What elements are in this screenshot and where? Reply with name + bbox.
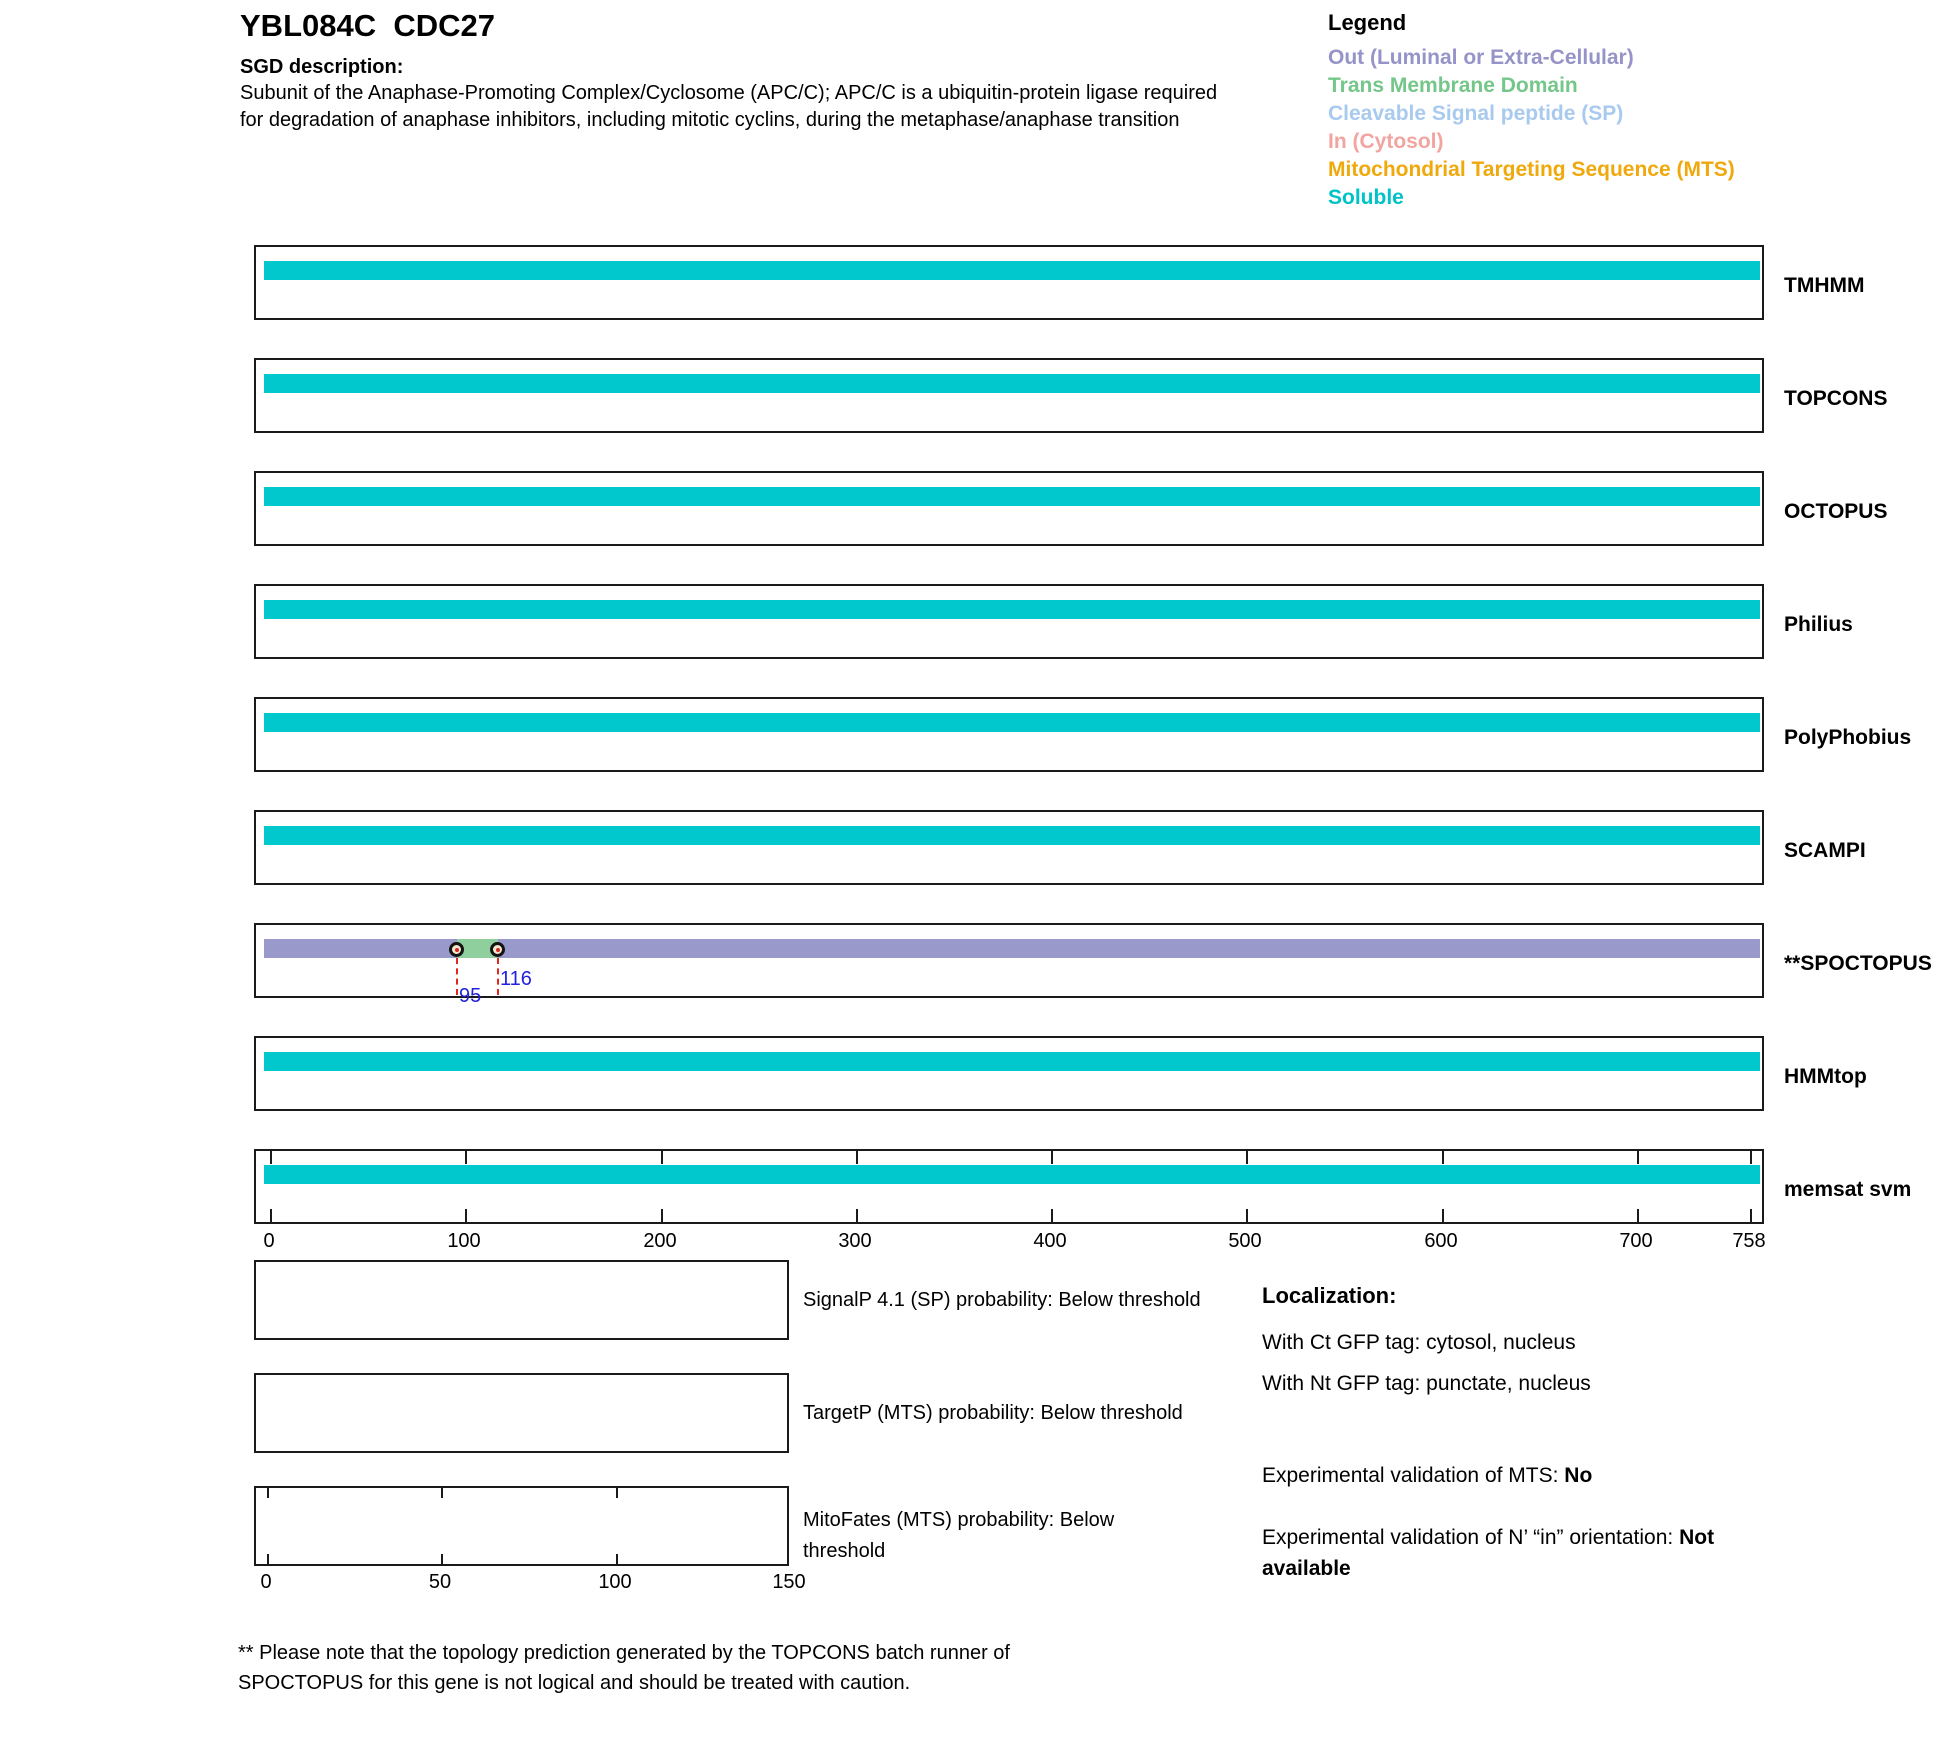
mts-validation xyxy=(1262,1460,1592,1491)
soluble-segment xyxy=(264,261,1760,280)
axis-tick-label: 100 xyxy=(447,1230,481,1252)
axis-tick xyxy=(465,1151,467,1164)
axis-tick xyxy=(1442,1151,1444,1164)
mito-axis-tick-label: 50 xyxy=(428,1571,452,1593)
probability-panel-label xyxy=(803,1505,1114,1567)
axis-tick-label: 758 xyxy=(1732,1230,1766,1252)
legend-item-soluble: Soluble xyxy=(1328,186,1404,209)
axis-tick xyxy=(465,1209,467,1222)
axis-tick xyxy=(270,1209,272,1222)
axis-tick-label: 600 xyxy=(1424,1230,1458,1252)
axis-tick xyxy=(661,1151,663,1164)
marker-dot-icon xyxy=(496,948,500,952)
soluble-segment xyxy=(264,713,1760,732)
localization-ct-gfp: With Ct GFP tag: cytosol, nucleus xyxy=(1262,1331,1576,1354)
probability-panel-label-line: SignalP 4.1 (SP) probability: Below threshold xyxy=(803,1289,1201,1311)
axis-tick xyxy=(1246,1209,1248,1222)
axis-tick xyxy=(1637,1209,1639,1222)
soluble-segment xyxy=(264,600,1760,619)
localization-title: Localization: xyxy=(1262,1283,1397,1308)
mito-axis-tick-label: 150 xyxy=(772,1571,806,1593)
mts-validation-label: Experimental validation of MTS: xyxy=(1262,1464,1565,1487)
probability-panel-box xyxy=(254,1373,789,1453)
soluble-segment xyxy=(264,487,1760,506)
axis-tick-label: 300 xyxy=(838,1230,872,1252)
legend xyxy=(1328,10,1735,212)
track-label-topcons: TOPCONS xyxy=(1784,387,1888,410)
mts-validation-value: No xyxy=(1564,1464,1593,1487)
axis-tick xyxy=(1442,1209,1444,1222)
marker-dot-icon xyxy=(455,948,459,952)
sgd-description-heading: SGD description: xyxy=(240,56,404,78)
track-box-polyphobius xyxy=(254,697,1912,772)
axis-tick xyxy=(661,1209,663,1222)
tm-boundary-marker xyxy=(490,942,505,957)
axis-tick xyxy=(1051,1209,1053,1222)
track-box-spoctopus xyxy=(254,923,1932,1007)
probability-panel-box xyxy=(254,1260,789,1340)
tm-boundary-line xyxy=(497,958,499,995)
tm-boundary-line xyxy=(456,958,458,995)
track-box-tmhmm xyxy=(254,245,1865,320)
track-label-octopus: OCTOPUS xyxy=(1784,500,1888,523)
axis-tick xyxy=(856,1151,858,1164)
track-box-memsat-svm xyxy=(254,1149,1912,1224)
track-box-topcons xyxy=(254,358,1888,433)
tm-position-label: 116 xyxy=(500,968,532,990)
tm-boundary-marker xyxy=(449,942,464,957)
soluble-segment xyxy=(264,374,1760,393)
mito-axis-tick-label: 100 xyxy=(598,1571,632,1593)
soluble-segment xyxy=(264,1165,1760,1184)
mito-axis-tick-label: 0 xyxy=(260,1571,272,1593)
out-segment xyxy=(264,939,457,958)
axis-tick xyxy=(856,1209,858,1222)
axis-tick xyxy=(267,1554,269,1564)
orientation-validation-label: Experimental validation of N’ “in” orientation: xyxy=(1262,1526,1680,1549)
footnote-line-2: SPOCTOPUS for this gene is not logical and should be treated with caution. xyxy=(238,1672,911,1694)
axis-tick-label: 200 xyxy=(643,1230,677,1252)
legend-item-out: Out (Luminal or Extra-Cellular) xyxy=(1328,46,1634,69)
probability-panel-label-line: TargetP (MTS) probability: Below threshold xyxy=(803,1402,1183,1424)
page-title: YBL084C CDC27 xyxy=(240,8,495,43)
soluble-segment xyxy=(264,826,1760,845)
axis-tick xyxy=(270,1151,272,1164)
legend-item-tm-domain: Trans Membrane Domain xyxy=(1328,74,1578,97)
orientation-validation xyxy=(1262,1522,1807,1584)
footnote xyxy=(238,1638,1010,1698)
localization-nt-gfp: With Nt GFP tag: punctate, nucleus xyxy=(1262,1372,1591,1395)
track-box-octopus xyxy=(254,471,1888,546)
axis-tick xyxy=(441,1488,443,1498)
axis-tick-label: 0 xyxy=(263,1230,275,1252)
track-label-scampi: SCAMPI xyxy=(1784,839,1866,862)
track-box-hmmtop xyxy=(254,1036,1867,1111)
track-label-hmmtop: HMMtop xyxy=(1784,1065,1867,1088)
probability-panel-label-line: threshold xyxy=(803,1540,886,1562)
track-label-polyphobius: PolyPhobius xyxy=(1784,726,1912,749)
legend-title: Legend xyxy=(1328,10,1407,35)
probability-panel-label xyxy=(803,1285,1201,1316)
axis-tick xyxy=(1750,1209,1752,1222)
out-segment xyxy=(498,939,1760,958)
axis-tick xyxy=(1750,1151,1752,1164)
axis-tick xyxy=(441,1554,443,1564)
axis-tick xyxy=(616,1488,618,1498)
probability-panel-label xyxy=(803,1398,1183,1429)
axis-tick-label: 400 xyxy=(1033,1230,1067,1252)
axis-tick xyxy=(1051,1151,1053,1164)
axis-tick xyxy=(616,1554,618,1564)
track-label-memsat-svm: memsat svm xyxy=(1784,1178,1912,1201)
footnote-line-1: ** Please note that the topology prediction generated by the TOPCONS batch runner of xyxy=(238,1642,1010,1664)
probability-panel-label-line: MitoFates (MTS) probability: Below xyxy=(803,1509,1115,1531)
sgd-description-text: Subunit of the Anaphase-Promoting Complex/Cyclosome (APC/C); APC/C is a ubiquitin-protein ligase required for degradation of anaphase inhibitors, including mitotic cyclins, during the metaphase/anaphase transition xyxy=(240,82,1218,131)
axis-tick-label: 700 xyxy=(1619,1230,1653,1252)
axis-tick-label: 500 xyxy=(1228,1230,1262,1252)
legend-item-signal-peptide: Cleavable Signal peptide (SP) xyxy=(1328,102,1624,125)
track-label-spoctopus: **SPOCTOPUS xyxy=(1784,952,1932,975)
track-label-tmhmm: TMHMM xyxy=(1784,274,1865,297)
track-label-philius: Philius xyxy=(1784,613,1853,636)
track-box-philius xyxy=(254,584,1853,659)
axis-tick xyxy=(267,1488,269,1498)
axis-tick xyxy=(1246,1151,1248,1164)
legend-item-in-cytosol: In (Cytosol) xyxy=(1328,130,1444,153)
tm-position-label: 95 xyxy=(459,985,482,1007)
track-box-scampi xyxy=(254,810,1866,885)
orientation-validation-value: Not available xyxy=(1262,1526,1715,1580)
axis-tick xyxy=(1637,1151,1639,1164)
probability-panel-box xyxy=(254,1486,789,1566)
legend-item-mts: Mitochondrial Targeting Sequence (MTS) xyxy=(1328,158,1735,181)
soluble-segment xyxy=(264,1052,1760,1071)
